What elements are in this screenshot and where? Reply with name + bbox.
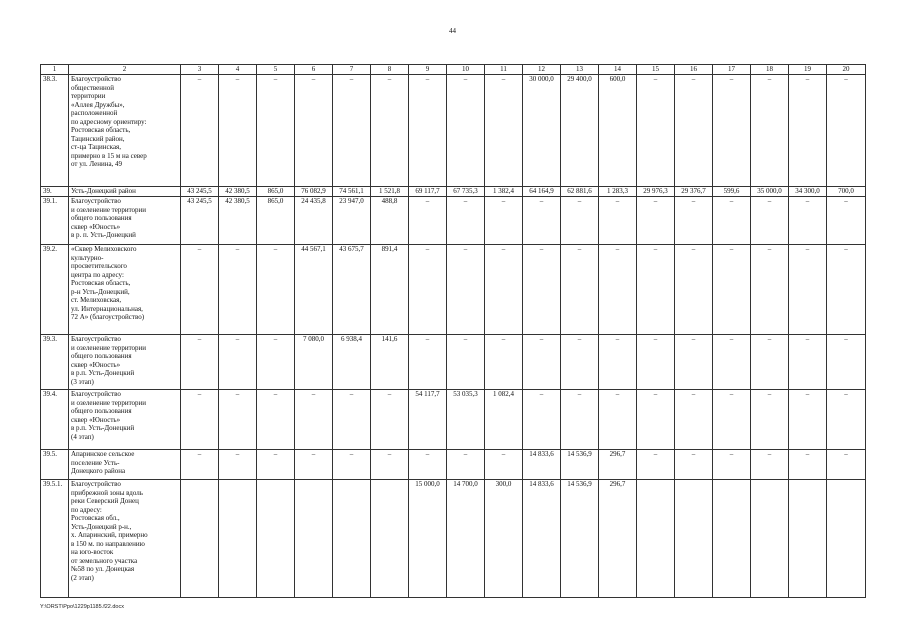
value-cell — [637, 480, 675, 598]
value-cell: – — [523, 245, 561, 335]
value-cell: – — [599, 335, 637, 390]
value-cell — [371, 480, 409, 598]
value-cell: – — [827, 390, 866, 450]
value-cell: – — [219, 245, 257, 335]
column-header: 13 — [561, 65, 599, 75]
value-cell: – — [751, 75, 789, 187]
column-header: 10 — [447, 65, 485, 75]
value-cell: – — [751, 450, 789, 480]
value-cell: – — [637, 245, 675, 335]
table-row — [41, 450, 866, 480]
value-cell: – — [333, 390, 371, 450]
value-cell: – — [333, 75, 371, 187]
value-cell: – — [675, 335, 713, 390]
value-cell: 7 080,0 — [295, 335, 333, 390]
table-row — [41, 187, 866, 197]
value-cell — [295, 480, 333, 598]
value-cell: – — [409, 197, 447, 245]
value-cell: – — [561, 197, 599, 245]
column-header: 9 — [409, 65, 447, 75]
value-cell: 42 380,5 — [219, 187, 257, 197]
value-cell: – — [561, 335, 599, 390]
value-cell: – — [371, 450, 409, 480]
value-cell: – — [257, 335, 295, 390]
value-cell: – — [447, 450, 485, 480]
row-number: 39.5. — [41, 450, 69, 480]
value-cell: – — [257, 390, 295, 450]
value-cell: 141,6 — [371, 335, 409, 390]
value-cell: – — [713, 197, 751, 245]
value-cell: 67 735,3 — [447, 187, 485, 197]
value-cell: 865,0 — [257, 197, 295, 245]
value-cell: 62 881,6 — [561, 187, 599, 197]
value-cell: – — [789, 75, 827, 187]
value-cell — [789, 480, 827, 598]
value-cell: – — [295, 390, 333, 450]
value-cell: – — [751, 197, 789, 245]
value-cell: 29 376,7 — [675, 187, 713, 197]
value-cell: – — [371, 390, 409, 450]
value-cell — [333, 480, 371, 598]
value-cell: 74 561,1 — [333, 187, 371, 197]
row-number: 39.4. — [41, 390, 69, 450]
row-number: 39.3. — [41, 335, 69, 390]
value-cell: – — [789, 197, 827, 245]
column-header: 1 — [41, 65, 69, 75]
column-header: 2 — [69, 65, 181, 75]
value-cell: 64 164,9 — [523, 187, 561, 197]
value-cell: 296,7 — [599, 450, 637, 480]
value-cell: – — [827, 245, 866, 335]
value-cell: – — [675, 245, 713, 335]
value-cell: – — [523, 335, 561, 390]
value-cell — [713, 480, 751, 598]
value-cell: – — [333, 450, 371, 480]
column-header: 3 — [181, 65, 219, 75]
value-cell: – — [789, 245, 827, 335]
value-cell: – — [713, 75, 751, 187]
value-cell: – — [295, 450, 333, 480]
row-number: 38.3. — [41, 75, 69, 187]
value-cell: 23 947,0 — [333, 197, 371, 245]
value-cell: – — [257, 75, 295, 187]
value-cell: 1 382,4 — [485, 187, 523, 197]
value-cell: – — [219, 390, 257, 450]
value-cell — [675, 480, 713, 598]
row-description: Благоустройство и озеленение территории общего пользования сквер «Юность» в р.п. Усть-Донецкий (4 этап) — [69, 390, 181, 450]
value-cell: – — [219, 335, 257, 390]
column-header: 8 — [371, 65, 409, 75]
value-cell: – — [485, 197, 523, 245]
value-cell: – — [447, 75, 485, 187]
value-cell: – — [181, 245, 219, 335]
row-description: Благоустройство и озеленение территории общего пользования сквер «Юность» в р.п. Усть-Донецкий (3 этап) — [69, 335, 181, 390]
value-cell: – — [713, 390, 751, 450]
value-cell: – — [789, 450, 827, 480]
value-cell: 1 082,4 — [485, 390, 523, 450]
table-row — [41, 480, 866, 598]
value-cell: – — [257, 245, 295, 335]
value-cell: – — [257, 450, 295, 480]
value-cell: – — [675, 75, 713, 187]
value-cell: – — [181, 450, 219, 480]
value-cell: – — [637, 450, 675, 480]
table-row — [41, 245, 866, 335]
value-cell: – — [675, 450, 713, 480]
value-cell: 600,0 — [599, 75, 637, 187]
value-cell: – — [561, 390, 599, 450]
value-cell: – — [447, 197, 485, 245]
row-number: 39. — [41, 187, 69, 197]
column-header: 16 — [675, 65, 713, 75]
table-row — [41, 75, 866, 187]
value-cell: – — [447, 245, 485, 335]
value-cell: – — [485, 335, 523, 390]
page-number: 44 — [449, 27, 456, 35]
row-description: «Сквер Мелиховского культурно- просветительского центра по адресу: Ростовская область, р-н Усть-Донецкий, ст. Мелиховская, ул. Интернациональная, 72 А» (благоустройство) — [69, 245, 181, 335]
value-cell: – — [827, 197, 866, 245]
value-cell: 15 000,0 — [409, 480, 447, 598]
value-cell: – — [181, 390, 219, 450]
value-cell: 599,6 — [713, 187, 751, 197]
value-cell: – — [409, 335, 447, 390]
table-row — [41, 390, 866, 450]
value-cell: 1 521,8 — [371, 187, 409, 197]
value-cell: 14 700,0 — [447, 480, 485, 598]
value-cell: – — [675, 390, 713, 450]
value-cell: 44 567,1 — [295, 245, 333, 335]
value-cell: 29 400,0 — [561, 75, 599, 187]
column-header: 20 — [827, 65, 866, 75]
value-cell: 14 536,9 — [561, 480, 599, 598]
table-row — [41, 197, 866, 245]
value-cell: 6 938,4 — [333, 335, 371, 390]
value-cell — [751, 480, 789, 598]
budget-table — [40, 64, 866, 598]
value-cell: – — [599, 390, 637, 450]
value-cell: – — [447, 335, 485, 390]
value-cell: – — [181, 75, 219, 187]
value-cell: – — [713, 450, 751, 480]
value-cell: – — [409, 75, 447, 187]
value-cell: – — [751, 335, 789, 390]
row-description: Усть-Донецкий район — [69, 187, 181, 197]
value-cell: 42 380,5 — [219, 197, 257, 245]
value-cell: 34 300,0 — [789, 187, 827, 197]
value-cell: 488,8 — [371, 197, 409, 245]
file-path-footer: Y:\ORST\Ppo\1229p1185.f22.docx — [40, 604, 124, 610]
value-cell: – — [789, 335, 827, 390]
value-cell — [257, 480, 295, 598]
value-cell: 29 976,3 — [637, 187, 675, 197]
value-cell — [219, 480, 257, 598]
value-cell: 69 117,7 — [409, 187, 447, 197]
value-cell: 54 117,7 — [409, 390, 447, 450]
value-cell: 53 035,3 — [447, 390, 485, 450]
value-cell: – — [637, 335, 675, 390]
value-cell: 300,0 — [485, 480, 523, 598]
column-header: 7 — [333, 65, 371, 75]
value-cell: – — [409, 245, 447, 335]
column-header: 5 — [257, 65, 295, 75]
value-cell — [181, 480, 219, 598]
value-cell: – — [827, 75, 866, 187]
table-row — [41, 335, 866, 390]
value-cell — [827, 480, 866, 598]
column-header: 18 — [751, 65, 789, 75]
row-number: 39.2. — [41, 245, 69, 335]
value-cell: – — [713, 335, 751, 390]
row-number: 39.5.1. — [41, 480, 69, 598]
value-cell: – — [713, 245, 751, 335]
value-cell: 43 245,5 — [181, 197, 219, 245]
column-number-header-row — [41, 65, 866, 75]
value-cell: 14 833,6 — [523, 450, 561, 480]
value-cell: – — [295, 75, 333, 187]
value-cell: 24 435,8 — [295, 197, 333, 245]
value-cell: 30 000,0 — [523, 75, 561, 187]
row-description: Благоустройство и озеленение территории общего пользования сквер «Юность» в р. п. Усть-Донецкий — [69, 197, 181, 245]
column-header: 11 — [485, 65, 523, 75]
value-cell: – — [827, 335, 866, 390]
value-cell: – — [485, 450, 523, 480]
value-cell: 43 245,5 — [181, 187, 219, 197]
row-description: Благоустройство общественной территории «Аллея Дружбы», расположенной по адресному ориентиру: Ростовская область, Тацинский район, ст-ца Тацинская, примерно в 15 м на север от ул. Ленина, 49 — [69, 75, 181, 187]
column-header: 12 — [523, 65, 561, 75]
value-cell: – — [637, 197, 675, 245]
value-cell: – — [219, 75, 257, 187]
value-cell: – — [523, 390, 561, 450]
row-description: Благоустройство прибрежной зоны вдоль реки Северский Донец по адресу: Ростовская обл., Усть-Донецкий р-н., х. Апаринский, примерно в 150 м. по направлению на юго-восток от земельного участка №58 по ул. Донецкая (2 этап) — [69, 480, 181, 598]
value-cell: – — [485, 245, 523, 335]
value-cell: 43 675,7 — [333, 245, 371, 335]
column-header: 4 — [219, 65, 257, 75]
value-cell: – — [371, 75, 409, 187]
value-cell: – — [599, 197, 637, 245]
value-cell: – — [181, 335, 219, 390]
column-header: 17 — [713, 65, 751, 75]
value-cell: – — [789, 390, 827, 450]
value-cell: – — [751, 390, 789, 450]
value-cell: – — [561, 245, 599, 335]
value-cell: 891,4 — [371, 245, 409, 335]
value-cell: – — [409, 450, 447, 480]
row-description: Апаринское сельское поселение Усть- Донецкого района — [69, 450, 181, 480]
value-cell: 700,0 — [827, 187, 866, 197]
column-header: 14 — [599, 65, 637, 75]
value-cell: 76 082,9 — [295, 187, 333, 197]
value-cell: – — [219, 450, 257, 480]
value-cell: 14 536,9 — [561, 450, 599, 480]
value-cell: 35 000,0 — [751, 187, 789, 197]
column-header: 15 — [637, 65, 675, 75]
value-cell: 865,0 — [257, 187, 295, 197]
value-cell: – — [523, 197, 561, 245]
column-header: 6 — [295, 65, 333, 75]
row-number: 39.1. — [41, 197, 69, 245]
value-cell: – — [827, 450, 866, 480]
value-cell: – — [637, 75, 675, 187]
value-cell: – — [599, 245, 637, 335]
value-cell: 296,7 — [599, 480, 637, 598]
value-cell: – — [485, 75, 523, 187]
value-cell: – — [637, 390, 675, 450]
value-cell: 1 283,3 — [599, 187, 637, 197]
value-cell: – — [751, 245, 789, 335]
value-cell: – — [675, 197, 713, 245]
value-cell: 14 833,6 — [523, 480, 561, 598]
column-header: 19 — [789, 65, 827, 75]
